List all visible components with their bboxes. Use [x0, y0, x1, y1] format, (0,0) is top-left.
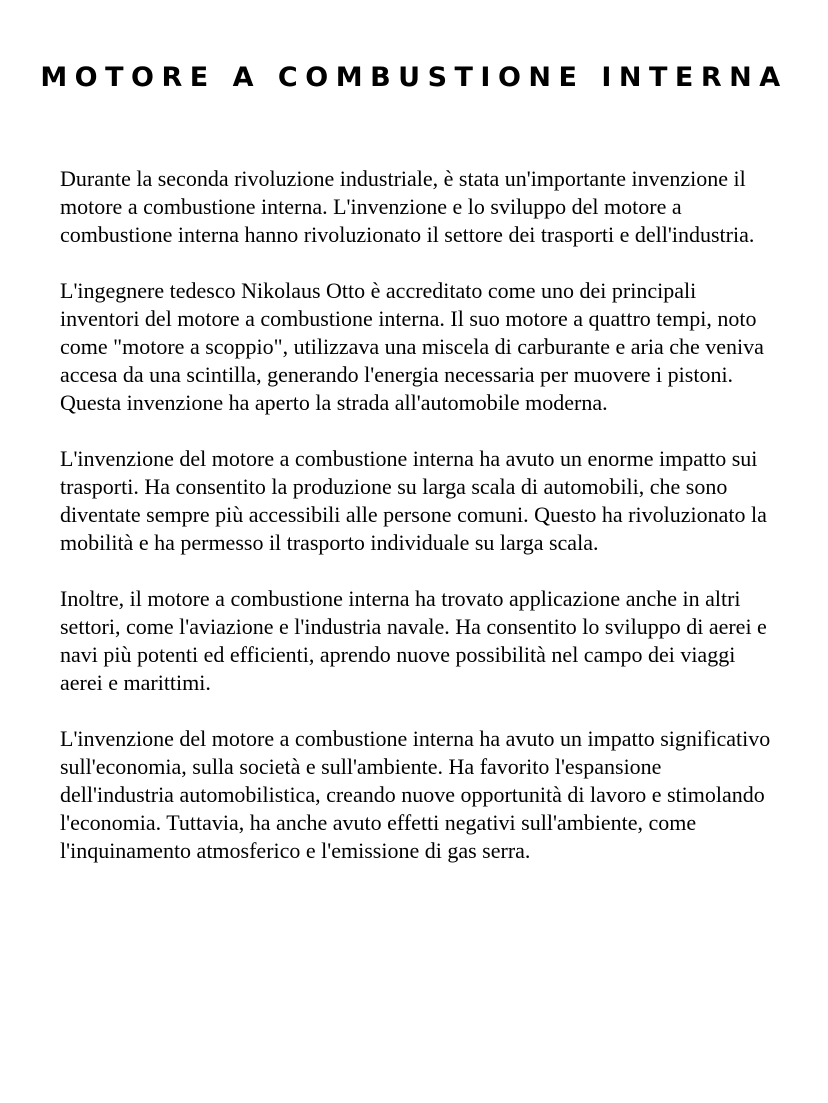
- paragraph-3: L'invenzione del motore a combustione interna ha avuto un enorme impatto sui trasporti. Ha consentito la produzione su larga scala di automobili, che sono diventate sempre più accessibili alle persone comuni. Questo ha rivoluzionato la mobilità e ha permesso il trasporto individuale su larga scala.: [60, 446, 767, 555]
- paragraph-5: L'invenzione del motore a combustione interna ha avuto un impatto significativo sull'economia, sulla società e sull'ambiente. Ha favorito l'espansione dell'industria automobilistica, creando nuove opportunità di lavoro e stimolando l'economia. Tuttavia, ha anche avuto effetti negativi sull'ambiente, come l'inquinamento atmosferico e l'emissione di gas serra.: [60, 726, 771, 863]
- paragraph-2: L'ingegnere tedesco Nikolaus Otto è accreditato come uno dei principali inventori del motore a combustione interna. Il suo motore a quattro tempi, noto come "motore a scoppio", utilizzava una miscela di carburante e aria che veniva accesa da una scintilla, generando l'energia necessaria per muovere i pistoni. Questa invenzione ha aperto la strada all'automobile moderna.: [60, 278, 764, 415]
- paragraph-1: Durante la seconda rivoluzione industriale, è stata un'importante invenzione il motore a combustione interna. L'invenzione e lo sviluppo del motore a combustione interna hanno rivoluzionato il settore dei trasporti e dell'industria.: [60, 166, 755, 247]
- document-title: MOTORE A COMBUSTIONE INTERNA: [40, 62, 788, 93]
- paragraph-4: Inoltre, il motore a combustione interna ha trovato applicazione anche in altri settori, come l'aviazione e l'industria navale. Ha consentito lo sviluppo di aerei e navi più potenti ed efficienti, aprendo nuove possibilità nel campo dei viaggi aerei e marittimi.: [60, 586, 767, 695]
- document-body: [60, 165, 780, 893]
